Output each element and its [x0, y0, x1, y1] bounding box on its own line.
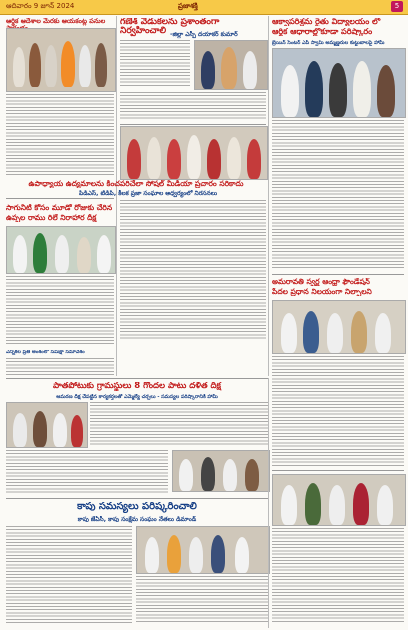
story6-headline: అమరావతి స్వర్ణ ఆంధ్రా ఫౌండేషన్	[272, 278, 370, 286]
story7-headline: పాతపోటుకు గ్రామస్థులు 8 గొందల పాటు దళిత దీక్ష	[53, 382, 221, 391]
story2-headline: గణేశ్ వేడుకలను ప్రశాంతంగా నిర్వహించాలి	[120, 18, 220, 37]
story3-photo	[272, 48, 406, 118]
masthead	[0, 0, 408, 15]
story9-headline: ఎన్నికల ప్రతి అంశంలో సమీక్షా సమావేశం	[6, 350, 85, 355]
story2-body-text-2	[120, 92, 266, 120]
story5-body-text	[6, 276, 114, 346]
divider	[6, 198, 114, 199]
story1-photo	[6, 28, 116, 92]
story4-photo	[120, 126, 268, 180]
column-divider	[268, 16, 269, 376]
story2-photo	[194, 40, 268, 90]
story1-headline: ఆర్థిక ఆదేశాల మేరకు ఆయకంట్ల పనుల	[6, 18, 106, 25]
story3-body-text	[272, 120, 404, 270]
story9-body-text	[6, 358, 114, 376]
story1-body-text	[6, 94, 114, 176]
story7-body-text-2	[6, 450, 168, 494]
right-bottom-body-text	[272, 528, 404, 624]
story8-body-text-2	[136, 576, 268, 624]
story4-headline: ఉపాధ్యాయ ఉద్యమాలను కించపరిచేలా సోషల్ మీడియా ప్రచారం సరికాదు	[28, 180, 244, 188]
story7-subhead: ఆమరణ దీక్ష చేపట్టిన కార్యకర్తలతో ఎమ్మెల్యే చర్చలు - సమస్యల పరిష్కారానికి హామీ	[56, 394, 218, 400]
story3-headline-2: ఆర్థిక ఆధారాల్లోకూడా పరిష్కారం	[272, 28, 373, 36]
column-divider	[268, 378, 269, 628]
story6-photo	[272, 300, 406, 354]
story8-photo	[136, 526, 270, 574]
story2-byline: -జిల్లా ఎస్పీ దయాకర్ కుమార్	[170, 31, 238, 38]
page-number: 5	[391, 1, 403, 12]
story7-body-text	[90, 402, 268, 446]
divider	[6, 498, 268, 499]
story8-subhead: కాపు జేఏసీ, కాపు సంక్షేమ సంఘం నేతలు డిమాండ్	[77, 516, 197, 523]
story5-headline-2: ఉప్పల రాము రిలే నిరాహార దీక్ష	[6, 214, 97, 222]
divider	[120, 124, 266, 125]
story4-subhead: పిడిఎస్, టిడిపి, కీలక ప్రజా సంఘాల ఆధ్వర్యంలో నిరసనలు	[78, 190, 218, 197]
story6-headline-2: పేదల ప్రధాన నిలయంగా నిల్పాలని	[272, 288, 372, 296]
right-bottom-photo	[272, 474, 406, 526]
divider	[272, 470, 404, 471]
story5-headline: సాగునీటి కోసం మూడో రోజుకు చేరిన	[6, 204, 113, 212]
story2-body-text	[120, 40, 190, 86]
story6-body-text	[272, 356, 404, 466]
divider	[272, 274, 404, 275]
story5-photo	[6, 226, 116, 274]
story4-body-text	[120, 200, 266, 340]
story7-photo-2	[172, 450, 270, 492]
story3-headline: ఆక్వాపరిశ్రమ రైతు విద్యాలయం లో	[272, 18, 381, 26]
story3-subhead: బ్రెయిన్ సెంటర్ ఎపి స్వామి అమ్మణ్ణరుల కుట్టుబాలపై హామీ	[272, 40, 385, 46]
masthead-date: ఆదివారం 9 జూన్ 2024	[6, 2, 75, 10]
divider	[6, 378, 268, 379]
story7-photo	[6, 402, 88, 448]
masthead-paper-name: ప్రజాశక్తి	[178, 2, 198, 10]
story8-headline: కాపు సమస్యలు పరిష్కరించాలి	[77, 502, 197, 512]
story8-body-text	[6, 526, 132, 624]
